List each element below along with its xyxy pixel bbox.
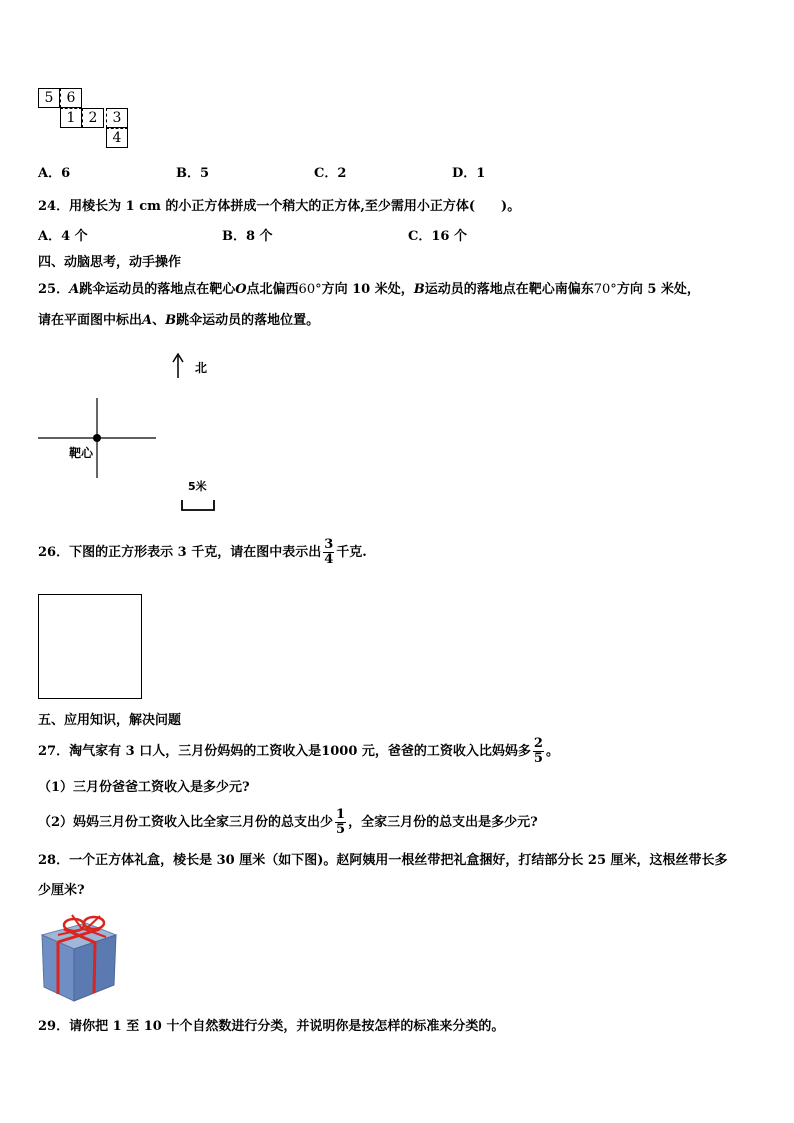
question-28-line1: 28．一个正方体礼盒，棱长是 30 厘米（如下图)。赵阿姨用一根丝带把礼盒捆好，打结部分长 25 厘米，这根丝带长多: [38, 853, 728, 868]
option-c: C．2: [314, 166, 347, 181]
var-a: A: [142, 313, 153, 328]
fraction-1-5: [335, 808, 346, 837]
q25-text: 方向 5 米处，: [616, 282, 700, 297]
fraction-2-5: [533, 737, 544, 766]
fraction-denominator: 5: [336, 822, 346, 837]
fraction-numerator: 2: [533, 736, 543, 751]
q27-text: 。: [545, 744, 559, 759]
net-cell: 2: [82, 108, 104, 128]
q25-text: 跳伞运动员的落地点在靶心: [79, 282, 236, 297]
question-25-line2: [38, 313, 319, 329]
question-25-line1: [38, 282, 700, 298]
question-28-line2: 少厘米?: [38, 883, 85, 898]
net-cell: 3: [106, 108, 128, 128]
q25-number: 25．: [38, 282, 70, 297]
option-d: D．1: [452, 166, 486, 181]
q24-option-c: C．16 个: [408, 229, 467, 244]
q25-text: 点北偏西: [246, 282, 299, 297]
net-cell: 1: [60, 108, 82, 128]
center-label: 靶心: [69, 446, 94, 460]
question-24: 24．用棱长为 1 cm 的小正方体拼成一个稍大的正方体,至少需用小正方体( )。: [38, 199, 521, 214]
q26-text: 26．下图的正方形表示 3 千克，请在图中表示出: [38, 545, 322, 560]
option-a: A．6: [38, 166, 71, 181]
q27-text: （2）妈妈三月份工资收入比全家三月份的总支出少: [38, 815, 334, 830]
section-heading-5: 五、应用知识，解决问题: [38, 713, 182, 728]
scale-bar: [182, 500, 214, 510]
question-27: [38, 737, 559, 767]
q24-option-b: B．8 个: [222, 229, 273, 244]
q26-text: 千克.: [336, 545, 367, 560]
q27-text: ，全家三月份的总支出是多少元?: [348, 815, 538, 830]
q27-text: 27．淘气家有 3 口人，三月份妈妈的工资收入是1000 元，爸爸的工资收入比妈妈多: [38, 744, 531, 759]
question-27-sub1: （1）三月份爸爸工资收入是多少元?: [38, 780, 250, 795]
question-26: [38, 538, 367, 568]
q25-text: 、: [152, 313, 166, 328]
square-figure: [38, 594, 142, 699]
q25-text: 方向 10 米处，: [321, 282, 414, 297]
fraction-numerator: 3: [324, 537, 334, 552]
var-b: B: [413, 282, 425, 297]
gift-box-image: [38, 913, 122, 1005]
var-o: O: [235, 282, 247, 297]
question-29: 29．请你把 1 至 10 十个自然数进行分类，并说明你是按怎样的标准来分类的。: [38, 1019, 505, 1034]
fraction-numerator: 1: [336, 807, 346, 822]
fraction-denominator: 4: [324, 552, 334, 567]
q24-option-a: A．4 个: [38, 229, 88, 244]
angle-2: 70°: [593, 282, 617, 297]
q25-text: 跳伞运动员的落地位置。: [176, 313, 320, 328]
q25-text: 请在平面图中标出: [38, 313, 143, 328]
question-27-sub2: [38, 808, 538, 838]
section-heading-4: 四、动脑思考，动手操作: [38, 255, 182, 270]
target-center-dot: [93, 434, 101, 442]
var-b: B: [165, 313, 177, 328]
scale-label: 5米: [188, 480, 207, 493]
angle-1: 60°: [298, 282, 322, 297]
net-cell: 4: [106, 128, 128, 148]
var-a: A: [69, 282, 80, 297]
north-label: 北: [195, 361, 208, 375]
q25-text: 运动员的落地点在靶心南偏东: [424, 282, 594, 297]
fraction-3-4: [323, 538, 334, 567]
net-cell: 6: [60, 88, 82, 108]
fraction-denominator: 5: [533, 751, 543, 766]
option-b: B．5: [176, 166, 210, 181]
net-cell: 5: [38, 88, 60, 108]
